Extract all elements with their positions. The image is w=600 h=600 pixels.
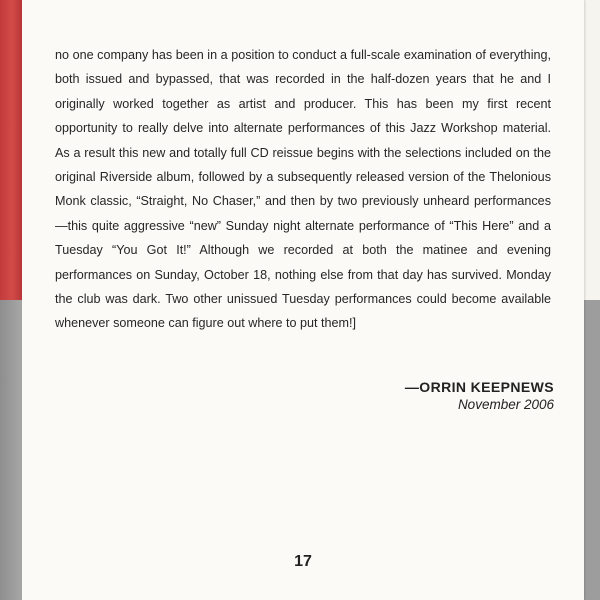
author-name: —ORRIN KEEPNEWS (404, 379, 554, 395)
page-number: 17 (294, 553, 312, 570)
liner-notes-text: no one company has been in a position to conduct a full-scale examination of everything, both issued and bypassed, that was recorded in the half-dozen years that he and I originally worked together as artist and producer. This has been my first recent opportunity to really delve into alternate performances of this Jazz Workshop material. As a result this new and totally full CD reissue begins with the selections included on the original Riverside album, followed by a subsequently released version of the Thelonious Monk classic, “Straight, No Chaser,” and then by two previously unheard performances—this quite aggressive “new” Sunday night alternate performance of “This Here” and a Tuesday “You Got It!” Although we recorded at both the matinee and evening performances on Sunday, October 18, nothing else from that day has survived. Monday the club was dark. Two other unissued Tuesday performances could become available whenever someone can figure out where to put them!] (55, 48, 551, 331)
gray-right-edge (584, 300, 600, 600)
byline (405, 378, 554, 413)
gray-edge-strip (0, 300, 22, 600)
byline-date: November 2006 (457, 397, 554, 412)
booklet-page (22, 0, 584, 600)
